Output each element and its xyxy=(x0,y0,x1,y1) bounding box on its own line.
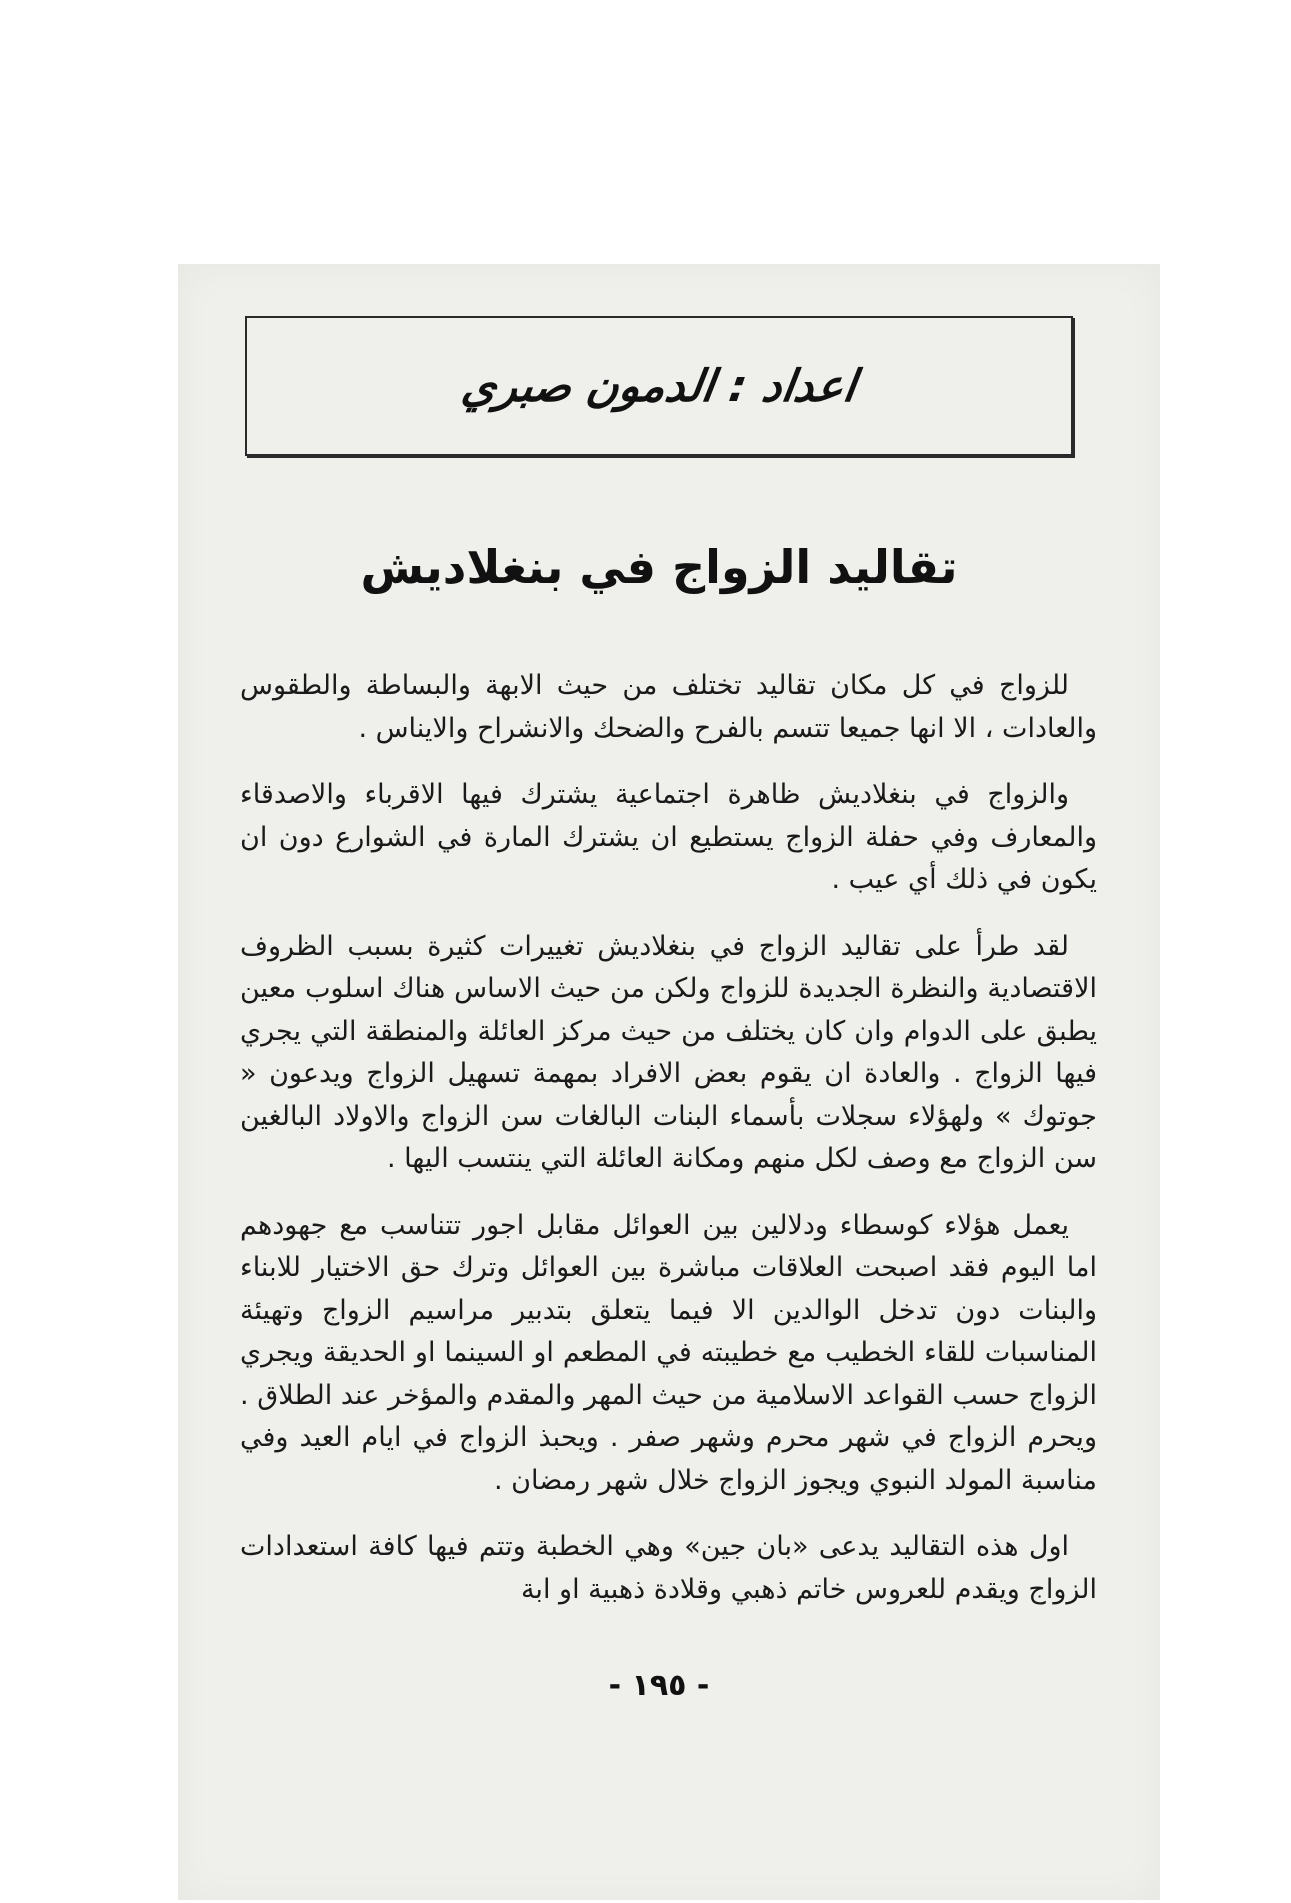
paragraph: لقد طرأ على تقاليد الزواج في بنغلاديش تغييرات كثيرة بسبب الظروف الاقتصادية والنظرة الجديدة للزواج ولكن من حيث الاساس هناك اسلوب معين يطبق على الدوام وان كان يختلف من حيث مركز العائلة والمنطقة التي يجري فيها الزواج . والعادة ان يقوم بعض الافراد بمهمة تسهيل الزواج ويدعون « جوتوك » ولهؤلاء سجلات بأسماء البنات البالغات سن الزواج والاولاد البالغين سن الزواج مع وصف لكل منهم ومكانة العائلة التي ينتسب اليها . xyxy=(240,930,1097,1174)
article-title: تقاليد الزواج في بنغلاديش xyxy=(360,540,958,594)
paragraph: للزواج في كل مكان تقاليد تختلف من حيث الابهة والبساطة والطقوس والعادات ، الا انها جميعا تتسم بالفرح والضحك والانشراح والايناس . xyxy=(240,670,1097,744)
article-body xyxy=(240,665,1097,1635)
byline-box xyxy=(245,316,1073,456)
author-byline: اعداد : الدمون صبري xyxy=(458,360,860,412)
paragraph: يعمل هؤلاء كوسطاء ودلالين بين العوائل مقابل اجور تتناسب مع جهودهم اما اليوم فقد اصبحت العلاقات مباشرة بين العوائل وترك حق الاختيار للابناء والبنات دون تدخل الوالدين الا فيما يتعلق بتدبير مراسيم الزواج وتهيئة المناسبات للقاء الخطيب مع خطيبته في المطعم او السينما او الحديقة ويجري الزواج حسب القواعد الاسلامية من حيث المهر والمقدم والمؤخر عند الطلاق . ويحرم الزواج في شهر محرم وشهر صفر . ويحبذ الزواج في ايام العيد وفي مناسبة المولد النبوي ويجوز الزواج خلال شهر رمضان . xyxy=(240,1209,1097,1496)
paragraph: اول هذه التقاليد يدعى «بان جين» وهي الخطبة وتتم فيها كافة استعدادات الزواج ويقدم للعروس خاتم ذهبي وقلادة ذهبية او ابة xyxy=(240,1531,1097,1605)
page-number: - ١٩٥ - xyxy=(608,1668,710,1703)
paragraph: والزواج في بنغلاديش ظاهرة اجتماعية يشترك فيها الاقرباء والاصدقاء والمعارف وفي حفلة الزواج يستطيع ان يشترك المارة في الشوارع دون ان يكون في ذلك أي عيب . xyxy=(240,779,1097,895)
